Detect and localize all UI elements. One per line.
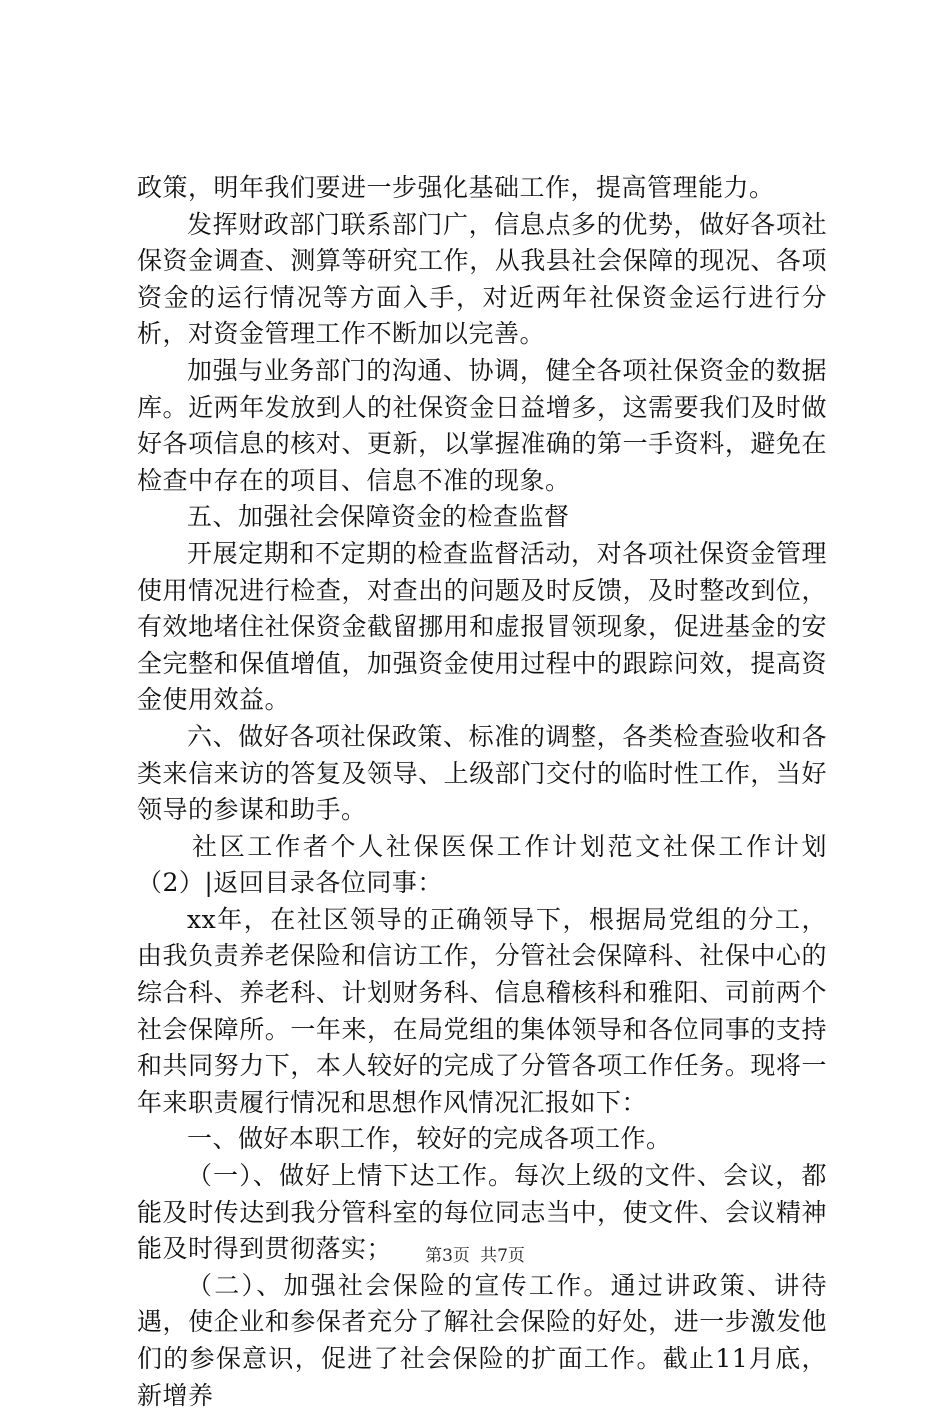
paragraph-database: 加强与业务部门的沟通、协调，健全各项社保资金的数据库。近两年发放到人的社保资金日益增多，这需要我们及时做好各项信息的核对、更新，以掌握准确的第一手资料，避免在检查中存在的项目、信息不准的现象。 — [137, 355, 827, 495]
page-number: 第3页 — [425, 1246, 470, 1266]
paragraph-year-summary: xx年，在社区领导的正确领导下，根据局党组的分工，由我负责养老保险和信访工作，分管社会保障科、社保中心的综合科、养老科、计划财务科、信息稽核科和雅阳、司前两个社会保障所。一年来，在局党组的集体领导和各位同事的支持和共同努力下，本人较好的完成了分管各项工作任务。现将一年来职责履行情况和思想作风情况汇报如下： — [137, 904, 827, 1117]
section-heading-one: 一、做好本职工作，较好的完成各项工作。 — [187, 1124, 672, 1154]
paragraph-policy-continuation: 政策，明年我们要进一步强化基础工作，提高管理能力。 — [137, 173, 775, 202]
paragraph-item-one: （一）、做好上情下达工作。每次上级的文件、会议，都能及时传达到我分管科室的每位同志当中，使文件、会议精神能及时得到贯彻落实； — [137, 1161, 827, 1264]
document-subtitle: 社区工作者个人社保医保工作计划范文社保工作计划（2）|返回目录各位同事： — [137, 831, 827, 898]
paragraph-research-work: 发挥财政部门联系部门广，信息点多的优势，做好各项社保资金调查、测算等研究工作，从我县社会保障的现况、各项资金的运行情况等方面入手，对近两年社保资金运行进行分析，对资金管理工作不断加以完善。 — [137, 209, 827, 349]
section-heading-six: 六、做好各项社保政策、标准的调整，各类检查验收和各类来信来访的答复及领导、上级部门交付的临时性工作，当好领导的参谋和助手。 — [137, 721, 827, 825]
section-heading-five: 五、加强社会保障资金的检查监督 — [187, 502, 570, 532]
document-body — [137, 170, 827, 1414]
page-total: 共7页 — [480, 1246, 525, 1266]
page-footer — [0, 1244, 950, 1268]
paragraph-item-two: （二）、加强社会保险的宣传工作。通过讲政策、讲待遇，使企业和参保者充分了解社会保险的好处，进一步激发他们的参保意识，促进了社会保险的扩面工作。截止11月底，新增养 — [137, 1270, 827, 1410]
paragraph-supervision: 开展定期和不定期的检查监督活动，对各项社保资金管理使用情况进行检查，对查出的问题及时反馈，及时整改到位，有效地堵住社保资金截留挪用和虚报冒领现象，促进基金的安全完整和保值增值，加强资金使用过程中的跟踪问效，提高资金使用效益。 — [137, 538, 827, 715]
